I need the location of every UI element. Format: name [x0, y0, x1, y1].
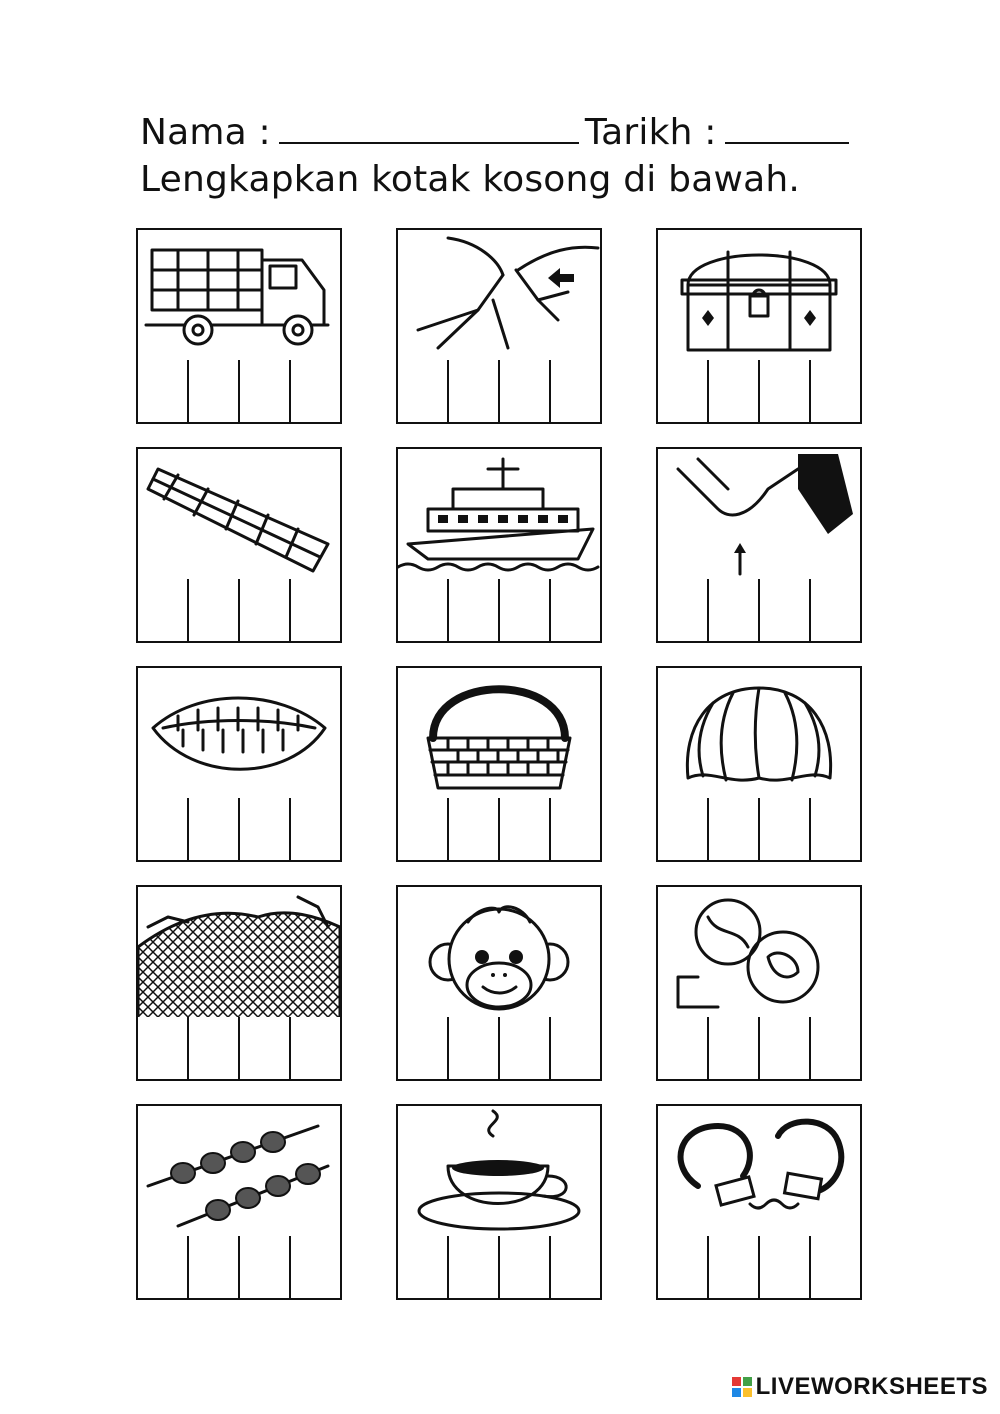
letter-box[interactable]	[760, 1236, 811, 1298]
letter-box[interactable]	[811, 798, 860, 860]
lorry-icon	[138, 230, 340, 364]
letter-box[interactable]	[709, 360, 760, 422]
picture-card	[136, 447, 342, 643]
picture-card	[656, 666, 862, 862]
letter-box[interactable]	[240, 1017, 291, 1079]
picture-card	[136, 1104, 342, 1300]
letter-box[interactable]	[658, 1017, 709, 1079]
letter-box[interactable]	[189, 579, 240, 641]
letter-box[interactable]	[189, 360, 240, 422]
letter-box[interactable]	[658, 1236, 709, 1298]
letter-box[interactable]	[291, 1017, 340, 1079]
letter-box[interactable]	[811, 360, 860, 422]
letter-box[interactable]	[760, 360, 811, 422]
letter-box[interactable]	[398, 579, 449, 641]
picture-card	[136, 885, 342, 1081]
liveworksheets-logo-icon	[732, 1377, 752, 1397]
letter-box[interactable]	[449, 360, 500, 422]
letter-boxes	[398, 360, 600, 422]
instruction-text: Lengkapkan kotak kosong di bawah.	[140, 159, 801, 200]
letter-boxes	[138, 798, 340, 860]
letter-box[interactable]	[240, 798, 291, 860]
letter-box[interactable]	[138, 1017, 189, 1079]
picture-card	[396, 228, 602, 424]
letter-box[interactable]	[240, 1236, 291, 1298]
letter-box[interactable]	[240, 579, 291, 641]
picture-card	[136, 228, 342, 424]
letter-box[interactable]	[551, 1017, 600, 1079]
handcuffs-icon	[658, 1106, 860, 1240]
letter-box[interactable]	[291, 798, 340, 860]
picture-card	[396, 1104, 602, 1300]
letter-box[interactable]	[658, 579, 709, 641]
letter-box[interactable]	[398, 798, 449, 860]
letter-boxes	[658, 360, 860, 422]
coffee-cup-icon	[398, 1106, 600, 1240]
letter-box[interactable]	[500, 1017, 551, 1079]
letter-box[interactable]	[709, 798, 760, 860]
picture-card	[396, 447, 602, 643]
letter-box[interactable]	[551, 798, 600, 860]
letter-box[interactable]	[811, 1017, 860, 1079]
letter-box[interactable]	[189, 1236, 240, 1298]
brand-name: LIVEWORKSHEETS	[755, 1373, 988, 1400]
letter-box[interactable]	[138, 579, 189, 641]
brand-logo	[732, 1374, 988, 1400]
letter-box[interactable]	[811, 1236, 860, 1298]
letter-boxes	[658, 798, 860, 860]
picture-card	[396, 885, 602, 1081]
letter-boxes	[398, 579, 600, 641]
letter-box[interactable]	[189, 798, 240, 860]
letter-box[interactable]	[398, 360, 449, 422]
name-label: Nama :	[140, 112, 271, 153]
letter-box[interactable]	[291, 1236, 340, 1298]
letter-box[interactable]	[760, 1017, 811, 1079]
letter-box[interactable]	[500, 579, 551, 641]
letter-boxes	[138, 579, 340, 641]
letter-boxes	[138, 1017, 340, 1079]
name-date-line	[140, 110, 849, 153]
basket-icon	[398, 668, 600, 802]
chicken-foot-icon	[398, 230, 600, 364]
marbles-icon	[658, 887, 860, 1021]
letter-box[interactable]	[240, 360, 291, 422]
letter-box[interactable]	[398, 1236, 449, 1298]
fishing-net-icon	[138, 887, 340, 1021]
letter-box[interactable]	[449, 1017, 500, 1079]
letter-box[interactable]	[138, 798, 189, 860]
letter-boxes	[398, 798, 600, 860]
letter-box[interactable]	[658, 360, 709, 422]
date-label: Tarikh :	[584, 112, 717, 153]
letter-box[interactable]	[709, 579, 760, 641]
picture-card	[136, 666, 342, 862]
picture-card	[656, 228, 862, 424]
picture-card	[656, 885, 862, 1081]
satay-icon	[138, 1106, 340, 1240]
letter-box[interactable]	[449, 798, 500, 860]
letter-box[interactable]	[291, 360, 340, 422]
letter-boxes	[398, 1017, 600, 1079]
letter-box[interactable]	[551, 360, 600, 422]
letter-boxes	[658, 1236, 860, 1298]
picture-card	[656, 447, 862, 643]
letter-box[interactable]	[709, 1236, 760, 1298]
picture-card	[396, 666, 602, 862]
treasure-chest-icon	[658, 230, 860, 364]
letter-box[interactable]	[811, 579, 860, 641]
letter-boxes	[138, 360, 340, 422]
ferry-icon	[398, 449, 600, 583]
teeth-icon	[138, 668, 340, 802]
letter-box[interactable]	[398, 1017, 449, 1079]
letter-box[interactable]	[500, 360, 551, 422]
letter-box[interactable]	[551, 1236, 600, 1298]
picture-card	[656, 1104, 862, 1300]
letter-box[interactable]	[189, 1017, 240, 1079]
letter-box[interactable]	[709, 1017, 760, 1079]
fish-trap-icon	[138, 449, 340, 583]
name-blank[interactable]	[279, 110, 579, 144]
letter-box[interactable]	[138, 360, 189, 422]
letter-boxes	[138, 1236, 340, 1298]
letter-box[interactable]	[551, 579, 600, 641]
letter-boxes	[658, 1017, 860, 1079]
letter-boxes	[658, 579, 860, 641]
jelly-icon	[658, 668, 860, 802]
letter-box[interactable]	[449, 1236, 500, 1298]
letter-box[interactable]	[500, 798, 551, 860]
letter-box[interactable]	[291, 579, 340, 641]
date-blank[interactable]	[725, 110, 849, 144]
monkey-icon	[398, 887, 600, 1021]
letter-box[interactable]	[760, 798, 811, 860]
elbow-icon	[658, 449, 860, 583]
letter-box[interactable]	[449, 579, 500, 641]
letter-box[interactable]	[500, 1236, 551, 1298]
letter-box[interactable]	[658, 798, 709, 860]
letter-box[interactable]	[138, 1236, 189, 1298]
letter-boxes	[398, 1236, 600, 1298]
letter-box[interactable]	[760, 579, 811, 641]
